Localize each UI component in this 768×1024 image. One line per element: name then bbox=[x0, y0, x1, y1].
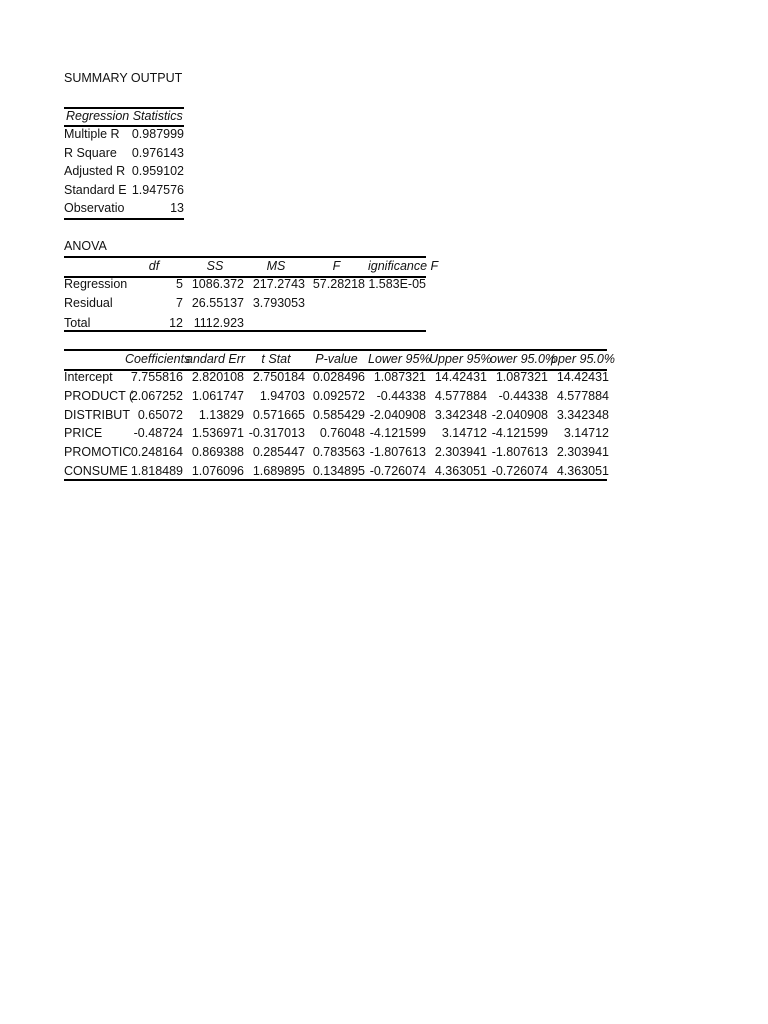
coefficients-column-header: andard Err bbox=[186, 352, 246, 366]
coefficient-value: 1.94703 bbox=[259, 388, 305, 403]
coefficient-row-label: PROMOTIC bbox=[64, 445, 132, 460]
coefficient-value: -2.040908 bbox=[369, 407, 426, 422]
anova-value: 57.28218 bbox=[312, 277, 365, 291]
coefficient-value: 3.14712 bbox=[563, 426, 609, 441]
coefficient-value: -4.121599 bbox=[491, 426, 548, 441]
coefficient-value: -0.317013 bbox=[248, 426, 305, 441]
anova-column-header: F bbox=[332, 259, 341, 273]
coefficient-row-label: Intercept bbox=[64, 370, 113, 384]
regression-stat-value: 0.976143 bbox=[131, 145, 184, 160]
coefficient-value: 0.571665 bbox=[252, 407, 305, 422]
coefficient-row-label: PRODUCT ( bbox=[64, 388, 134, 403]
coefficient-value: 4.363051 bbox=[434, 464, 487, 478]
anova-value: 3.793053 bbox=[252, 295, 305, 310]
anova-value: 1086.372 bbox=[191, 277, 244, 291]
coefficient-value: 4.577884 bbox=[434, 388, 487, 403]
anova-title: ANOVA bbox=[64, 239, 107, 253]
coefficient-value: -0.44338 bbox=[498, 388, 548, 403]
anova-row-label: Residual bbox=[64, 295, 113, 310]
anova-value: 1.583E-05 bbox=[368, 277, 426, 291]
anova-column-header: ignificance F bbox=[368, 259, 439, 273]
coefficient-value: 0.134895 bbox=[312, 464, 365, 478]
coefficient-value: 1.061747 bbox=[191, 388, 244, 403]
coefficient-value: 4.363051 bbox=[556, 464, 609, 478]
coefficient-value: 1.818489 bbox=[130, 464, 183, 478]
regression-stats-header: Regression Statistics bbox=[66, 109, 183, 123]
anova-value: 1112.923 bbox=[193, 315, 244, 330]
coefficient-value: 0.76048 bbox=[319, 426, 365, 441]
anova-value: 217.2743 bbox=[252, 277, 305, 291]
coefficient-row-label: CONSUME bbox=[64, 464, 128, 478]
coefficient-value: -0.726074 bbox=[491, 464, 548, 478]
coefficient-value: 1.076096 bbox=[191, 464, 244, 478]
anova-column-header: MS bbox=[266, 259, 286, 273]
coefficient-value: -0.726074 bbox=[369, 464, 426, 478]
coefficient-value: 2.303941 bbox=[556, 445, 609, 460]
coefficient-value: 1.13829 bbox=[198, 407, 244, 422]
coefficient-value: 4.577884 bbox=[556, 388, 609, 403]
coefficient-value: 7.755816 bbox=[130, 370, 183, 384]
coefficient-value: 0.869388 bbox=[191, 445, 244, 460]
coefficient-value: 0.65072 bbox=[137, 407, 183, 422]
coefficient-value: 1.087321 bbox=[373, 370, 426, 384]
coefficient-value: 0.248164 bbox=[130, 445, 183, 460]
coefficients-column-header: pper 95.0% bbox=[551, 352, 615, 366]
anova-column-header: df bbox=[148, 259, 160, 273]
coefficient-value: 0.092572 bbox=[312, 388, 365, 403]
coefficient-value: 14.42431 bbox=[434, 370, 487, 384]
anova-value: 5 bbox=[176, 277, 183, 291]
coefficient-value: 3.342348 bbox=[434, 407, 487, 422]
regression-stat-value: 0.987999 bbox=[131, 127, 184, 141]
coefficient-value: 1.087321 bbox=[495, 370, 548, 384]
coefficient-value: 3.14712 bbox=[441, 426, 487, 441]
coefficient-value: -4.121599 bbox=[369, 426, 426, 441]
anova-value: 7 bbox=[176, 295, 183, 310]
coefficient-value: -1.807613 bbox=[369, 445, 426, 460]
coefficient-value: -0.48724 bbox=[133, 426, 183, 441]
anova-value: 26.55137 bbox=[191, 295, 244, 310]
coefficients-column-header: t Stat bbox=[261, 352, 291, 366]
coefficients-column-header: Upper 95% bbox=[429, 352, 492, 366]
regression-stat-value: 13 bbox=[170, 201, 184, 216]
coefficient-value: 1.536971 bbox=[191, 426, 244, 441]
coefficients-column-header: ower 95.0% bbox=[490, 352, 557, 366]
coefficients-column-header: Coefficients bbox=[125, 352, 191, 366]
coefficient-row-label: PRICE bbox=[64, 426, 103, 441]
anova-row-label: Regression bbox=[64, 277, 128, 291]
coefficient-value: 1.689895 bbox=[252, 464, 305, 478]
regression-stat-label: Multiple R bbox=[64, 127, 120, 141]
anova-column-header: SS bbox=[206, 259, 224, 273]
coefficient-value: 0.028496 bbox=[312, 370, 365, 384]
coefficients-column-header: Lower 95% bbox=[368, 352, 431, 366]
coefficients-column-header: P-value bbox=[315, 352, 358, 366]
regression-stat-value: 0.959102 bbox=[131, 164, 184, 179]
coefficient-value: 2.067252 bbox=[130, 388, 183, 403]
coefficient-value: 0.783563 bbox=[312, 445, 365, 460]
summary-output-title: SUMMARY OUTPUT bbox=[64, 71, 183, 85]
coefficient-value: 0.585429 bbox=[312, 407, 365, 422]
coefficient-value: 14.42431 bbox=[556, 370, 609, 384]
coefficient-value: 3.342348 bbox=[556, 407, 609, 422]
coefficient-row-label: DISTRIBUT bbox=[64, 407, 130, 422]
anova-bottom-rule bbox=[64, 330, 426, 332]
coefficient-value: -2.040908 bbox=[491, 407, 548, 422]
regression-stat-label: Observatio bbox=[64, 201, 125, 216]
regression-stat-label: Adjusted R bbox=[64, 164, 126, 179]
regression-stats-bottom-rule bbox=[64, 218, 184, 220]
anova-value: 12 bbox=[169, 315, 183, 330]
regression-stat-value: 1.947576 bbox=[131, 182, 184, 197]
coefficient-value: 2.303941 bbox=[434, 445, 487, 460]
coefficient-value: -1.807613 bbox=[491, 445, 548, 460]
coefficient-value: 0.285447 bbox=[252, 445, 305, 460]
coefficient-value: 2.820108 bbox=[191, 370, 244, 384]
anova-row-label: Total bbox=[64, 315, 91, 330]
coefficients-bottom-rule bbox=[64, 479, 607, 481]
regression-stat-label: R Square bbox=[64, 145, 117, 160]
coefficient-value: 2.750184 bbox=[252, 370, 305, 384]
coefficient-value: -0.44338 bbox=[376, 388, 426, 403]
regression-stat-label: Standard E bbox=[64, 182, 127, 197]
